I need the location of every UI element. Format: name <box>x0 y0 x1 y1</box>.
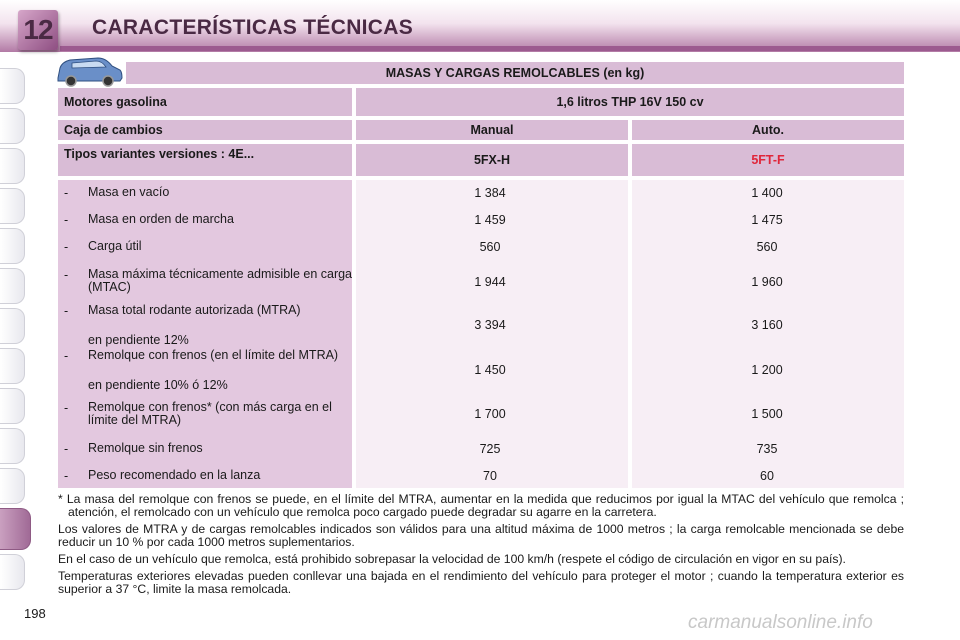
row-label: Remolque con frenos (en el límite del MTRA) <box>88 348 339 362</box>
row-dash: - <box>64 268 69 282</box>
row-label: Remolque sin frenos <box>88 441 203 455</box>
chapter-tab[interactable] <box>0 108 25 144</box>
row-sub-label: en pendiente 12% <box>88 333 189 347</box>
row-dash: - <box>64 213 69 227</box>
engine-label: Motores gasolina <box>58 88 352 116</box>
chapter-tab[interactable] <box>0 228 25 264</box>
engine-value: 1,6 litros THP 16V 150 cv <box>356 88 904 116</box>
chapter-tab-active[interactable] <box>0 508 31 550</box>
row-manual-value: 1 384 <box>474 186 506 200</box>
car-icon <box>54 54 124 88</box>
footnote: * La masa del remolque con frenos se puede, en el límite del MTRA, aumentar en la medida que reducimos por igual la MTAC del vehículo que remolca ; atención, el remolcado con un vehículo que remolca poco cargado puede degradar su agarre en la carretera. <box>58 492 904 519</box>
row-manual-value: 1 450 <box>474 363 506 377</box>
header-divider <box>60 46 960 51</box>
row-dash: - <box>64 240 69 254</box>
note-paragraph: Temperaturas exteriores elevadas pueden conllevar una bajada en el rendimiento del vehículo para proteger el motor ; cuando la temperatura exterior es superior a 37 °C, limite la masa remolcada. <box>58 569 904 596</box>
row-manual-value: 1 944 <box>474 275 506 289</box>
page-title: CARACTERÍSTICAS TÉCNICAS <box>92 16 414 39</box>
row-dash: - <box>64 401 69 415</box>
row-manual-value: 1 700 <box>474 407 506 421</box>
chapter-tab[interactable] <box>0 554 25 590</box>
gearbox-auto: Auto. <box>632 120 904 140</box>
row-auto-value: 1 200 <box>751 363 783 377</box>
row-dash: - <box>64 442 69 456</box>
chapter-tab[interactable] <box>0 428 25 464</box>
row-label: Masa máxima técnicamente admisible en carga (MTAC) <box>88 267 353 294</box>
row-label: Masa total rodante autorizada (MTRA) <box>88 303 301 317</box>
chapter-tab[interactable] <box>0 68 25 104</box>
row-manual-value: 3 394 <box>474 318 506 332</box>
row-auto-value: 1 475 <box>751 213 783 227</box>
chapter-tab[interactable] <box>0 308 25 344</box>
note-paragraph: En el caso de un vehículo que remolca, está prohibido sobrepasar la velocidad de 100 km/h (respete el código de circulación en vigor en su país). <box>58 552 846 566</box>
row-manual-value: 725 <box>479 442 501 456</box>
row-sub-label: en pendiente 10% ó 12% <box>88 378 228 392</box>
gearbox-label: Caja de cambios <box>58 120 352 140</box>
row-manual-value: 560 <box>479 240 501 254</box>
row-label: Masa en vacío <box>88 185 170 199</box>
chapter-number: 12 <box>23 14 53 45</box>
row-auto-value: 1 960 <box>751 275 783 289</box>
row-auto-value: 735 <box>756 442 778 456</box>
row-manual-value: 70 <box>483 469 497 483</box>
notes-section <box>58 493 904 600</box>
chapter-tab[interactable] <box>0 348 25 384</box>
row-auto-value: 1 400 <box>751 186 783 200</box>
chapter-tab[interactable] <box>0 468 25 504</box>
row-label: Carga útil <box>88 239 142 253</box>
row-auto-value: 60 <box>760 469 774 483</box>
chapter-badge <box>18 10 58 50</box>
variants-label: Tipos variantes versiones : 4E... <box>58 144 352 176</box>
row-dash: - <box>64 186 69 200</box>
chapter-tab[interactable] <box>0 268 25 304</box>
row-dash: - <box>64 349 69 363</box>
row-label: Peso recomendado en la lanza <box>88 468 261 482</box>
row-auto-value: 560 <box>756 240 778 254</box>
chapter-tab[interactable] <box>0 148 25 184</box>
gearbox-manual: Manual <box>356 120 628 140</box>
table-title: MASAS Y CARGAS REMOLCABLES (en kg) <box>126 62 904 84</box>
row-label: Masa en orden de marcha <box>88 212 234 226</box>
row-dash: - <box>64 469 69 483</box>
note-paragraph: Los valores de MTRA y de cargas remolcables indicados son válidos para una altitud máxima de 1000 metros ; la carga remolcable mencionada se debe reducir un 10 % por cada 1000 metros suplementarios. <box>58 522 904 549</box>
row-auto-value: 3 160 <box>751 318 783 332</box>
chapter-tab[interactable] <box>0 388 25 424</box>
row-label: Remolque con frenos* (con más carga en el límite del MTRA) <box>88 400 332 427</box>
watermark: carmanualsonline.info <box>688 612 873 633</box>
variant-auto: 5FT-F <box>632 144 904 176</box>
row-manual-value: 1 459 <box>474 213 506 227</box>
variant-manual: 5FX-H <box>356 144 628 176</box>
row-auto-value: 1 500 <box>751 407 783 421</box>
page-number: 198 <box>24 606 46 621</box>
chapter-tab[interactable] <box>0 188 25 224</box>
row-dash: - <box>64 304 69 318</box>
